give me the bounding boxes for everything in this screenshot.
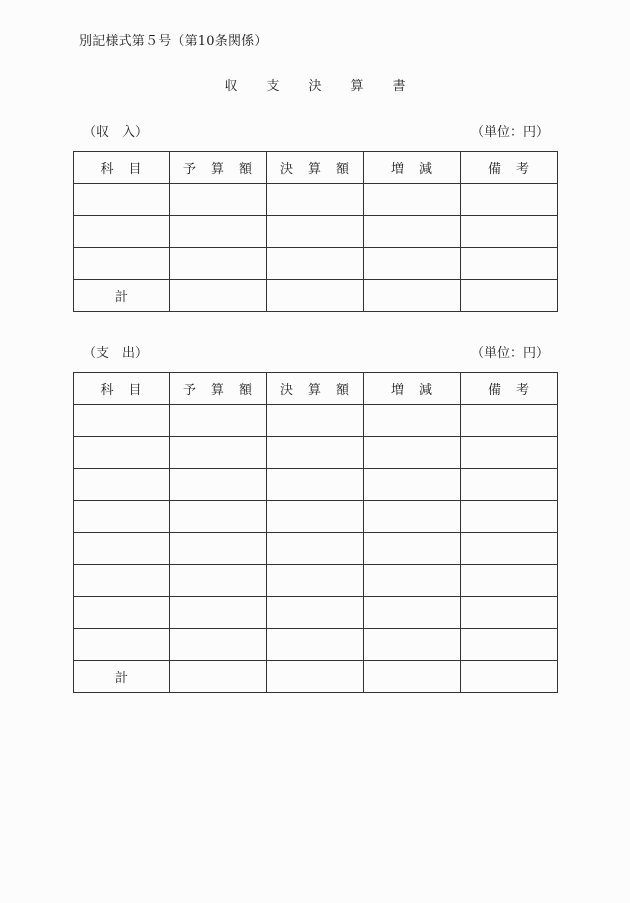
expense-header-subject: 科 目 bbox=[74, 373, 170, 405]
expense-section-header bbox=[73, 342, 557, 360]
income-cell[interactable] bbox=[74, 184, 170, 216]
expense-cell[interactable] bbox=[364, 597, 461, 629]
expense-row bbox=[74, 597, 558, 629]
expense-total-row bbox=[74, 661, 558, 693]
expense-header-remarks: 備 考 bbox=[461, 373, 558, 405]
income-row bbox=[74, 216, 558, 248]
income-section-header bbox=[73, 121, 557, 139]
expense-cell[interactable] bbox=[74, 469, 170, 501]
expense-header-row bbox=[74, 373, 558, 405]
income-cell[interactable] bbox=[74, 216, 170, 248]
income-cell[interactable] bbox=[170, 216, 267, 248]
expense-cell[interactable] bbox=[74, 533, 170, 565]
income-cell[interactable] bbox=[461, 216, 558, 248]
expense-cell[interactable] bbox=[461, 565, 558, 597]
expense-cell[interactable] bbox=[267, 565, 364, 597]
income-cell[interactable] bbox=[74, 248, 170, 280]
income-table bbox=[73, 151, 558, 312]
expense-cell[interactable] bbox=[364, 437, 461, 469]
expense-unit-label: （単位：円） bbox=[470, 346, 549, 361]
expense-cell[interactable] bbox=[461, 533, 558, 565]
expense-cell[interactable] bbox=[364, 405, 461, 437]
expense-cell[interactable] bbox=[461, 629, 558, 661]
income-cell[interactable] bbox=[364, 280, 461, 312]
expense-cell[interactable] bbox=[461, 437, 558, 469]
expense-row bbox=[74, 533, 558, 565]
expense-row bbox=[74, 405, 558, 437]
expense-cell[interactable] bbox=[170, 565, 267, 597]
expense-cell[interactable] bbox=[364, 629, 461, 661]
expense-row bbox=[74, 437, 558, 469]
expense-cell[interactable] bbox=[461, 661, 558, 693]
expense-cell[interactable] bbox=[267, 437, 364, 469]
expense-cell[interactable] bbox=[461, 597, 558, 629]
expense-row bbox=[74, 501, 558, 533]
expense-cell[interactable] bbox=[170, 661, 267, 693]
expense-cell[interactable] bbox=[170, 405, 267, 437]
expense-cell[interactable] bbox=[74, 405, 170, 437]
expense-cell[interactable] bbox=[170, 533, 267, 565]
income-total-label: 計 bbox=[74, 280, 170, 312]
expense-cell[interactable] bbox=[170, 629, 267, 661]
income-cell[interactable] bbox=[267, 248, 364, 280]
form-reference: 別記様式第５号（第10条関係） bbox=[79, 34, 268, 49]
income-cell[interactable] bbox=[267, 216, 364, 248]
income-header-row bbox=[74, 152, 558, 184]
expense-cell[interactable] bbox=[364, 501, 461, 533]
expense-cell[interactable] bbox=[267, 533, 364, 565]
income-cell[interactable] bbox=[267, 280, 364, 312]
expense-cell[interactable] bbox=[364, 565, 461, 597]
income-section-label: （収 入） bbox=[83, 125, 149, 140]
expense-cell[interactable] bbox=[267, 501, 364, 533]
income-cell[interactable] bbox=[461, 184, 558, 216]
expense-cell[interactable] bbox=[74, 565, 170, 597]
expense-row bbox=[74, 565, 558, 597]
income-row bbox=[74, 248, 558, 280]
expense-cell[interactable] bbox=[267, 661, 364, 693]
expense-row bbox=[74, 469, 558, 501]
expense-cell[interactable] bbox=[364, 661, 461, 693]
expense-header-settlement: 決 算 額 bbox=[267, 373, 364, 405]
expense-cell[interactable] bbox=[267, 405, 364, 437]
expense-cell[interactable] bbox=[170, 597, 267, 629]
expense-table bbox=[73, 372, 558, 693]
income-cell[interactable] bbox=[364, 248, 461, 280]
expense-row bbox=[74, 629, 558, 661]
income-unit-label: （単位：円） bbox=[470, 125, 549, 140]
income-header-remarks: 備 考 bbox=[461, 152, 558, 184]
expense-cell[interactable] bbox=[461, 501, 558, 533]
income-header-subject: 科 目 bbox=[74, 152, 170, 184]
income-header-settlement: 決 算 額 bbox=[267, 152, 364, 184]
income-row bbox=[74, 184, 558, 216]
expense-cell[interactable] bbox=[364, 469, 461, 501]
income-cell[interactable] bbox=[364, 184, 461, 216]
income-cell[interactable] bbox=[461, 280, 558, 312]
income-cell[interactable] bbox=[267, 184, 364, 216]
expense-header-difference: 増 減 bbox=[364, 373, 461, 405]
expense-header-budget: 予 算 額 bbox=[170, 373, 267, 405]
expense-cell[interactable] bbox=[267, 469, 364, 501]
expense-cell[interactable] bbox=[74, 597, 170, 629]
expense-cell[interactable] bbox=[170, 501, 267, 533]
expense-cell[interactable] bbox=[170, 437, 267, 469]
expense-cell[interactable] bbox=[267, 597, 364, 629]
income-header-difference: 増 減 bbox=[364, 152, 461, 184]
income-cell[interactable] bbox=[170, 248, 267, 280]
income-header-budget: 予 算 額 bbox=[170, 152, 267, 184]
document-title: 収 支 決 算 書 bbox=[224, 79, 414, 94]
expense-cell[interactable] bbox=[74, 501, 170, 533]
expense-cell[interactable] bbox=[461, 405, 558, 437]
income-cell[interactable] bbox=[461, 248, 558, 280]
expense-cell[interactable] bbox=[74, 437, 170, 469]
expense-section-label: （支 出） bbox=[83, 346, 149, 361]
expense-total-label: 計 bbox=[74, 661, 170, 693]
expense-cell[interactable] bbox=[267, 629, 364, 661]
income-cell[interactable] bbox=[364, 216, 461, 248]
expense-cell[interactable] bbox=[364, 533, 461, 565]
income-cell[interactable] bbox=[170, 280, 267, 312]
expense-cell[interactable] bbox=[74, 629, 170, 661]
expense-cell[interactable] bbox=[461, 469, 558, 501]
income-total-row bbox=[74, 280, 558, 312]
income-cell[interactable] bbox=[170, 184, 267, 216]
expense-cell[interactable] bbox=[170, 469, 267, 501]
